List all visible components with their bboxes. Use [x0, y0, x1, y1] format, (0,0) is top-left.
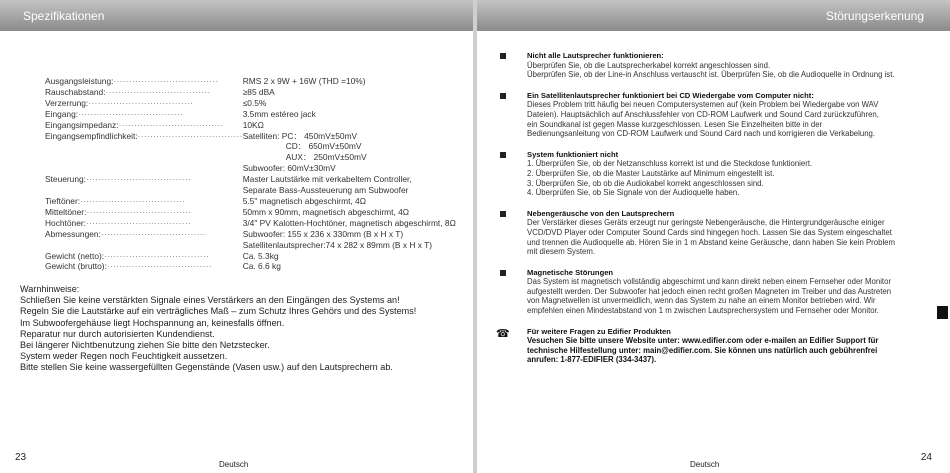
- spec-leader-dots: ··································: [88, 97, 194, 108]
- trouble-title: System funktioniert nicht: [527, 149, 619, 159]
- spec-value: Ca. 5.3kg: [242, 250, 279, 261]
- spec-row: [45, 120, 456, 131]
- spec-leader-dots: ··································: [80, 195, 186, 206]
- trouble-line: Bedienungsanleitung von CD-ROM Laufwerk und Sound Card nach und korrigieren die Verkabelung.: [527, 129, 876, 139]
- spec-label-cell: [45, 98, 243, 109]
- bullet-square-icon: [500, 270, 506, 276]
- right-header-bar: [477, 0, 950, 31]
- trouble-line: aufgestellt werden. Der Subwoofer hat jedoch einen recht großen Magneten im Treiber und das Austreten: [527, 286, 892, 296]
- spec-label: Steuerung:: [45, 174, 86, 185]
- trouble-section: [500, 51, 930, 80]
- right-language-label: Deutsch: [690, 460, 720, 469]
- bullet-square-icon: [500, 211, 506, 217]
- left-header-bar: [0, 0, 473, 31]
- bullet-square-icon: [500, 152, 506, 158]
- spec-leader-dots: ··································: [104, 250, 210, 261]
- warning-line: Bitte stellen Sie keine wassergefüllten Gegenstände (Vasen usw.) auf den Lautsprechern ab.: [20, 362, 393, 373]
- spec-label: Tieftöner:: [45, 195, 81, 206]
- trouble-line: Das System ist magnetisch vollständig abgeschirmt und kann direkt neben einem Fernseher oder Monitor: [527, 277, 892, 287]
- spec-label: Ausgangsleistung:: [45, 76, 114, 86]
- trouble-line: Dieses Problem tritt häufig bei neuen Computersystemen auf (kein Problem bei Wiedergabe von WAV: [527, 100, 879, 110]
- spec-label-cell: [45, 261, 243, 272]
- spec-value: RMS 2 x 9W + 16W (THD =10%): [242, 76, 366, 86]
- trouble-line: 4. Überprüfen Sie, ob Sie Signale von der Audioquelle haben.: [527, 188, 740, 198]
- spec-value: Satellitenlautsprecher:74 x 282 x 89mm (B x H x T): [242, 239, 432, 250]
- contact-line: anrufen: 1-877-EDIFIER (334-3437).: [527, 355, 657, 365]
- spec-value: Satelliten: PC： 450mV±50mV: [242, 130, 358, 141]
- spec-label-cell: [45, 251, 243, 262]
- spec-label: Mitteltöner:: [45, 206, 87, 217]
- spec-value: 10KΩ: [242, 119, 264, 130]
- spec-value: Separate Bass-Aussteuerung am Subwoofer: [242, 185, 409, 196]
- spec-value: CD： 650mV±50mV: [285, 141, 362, 152]
- spec-label-cell: [45, 109, 243, 120]
- trouble-line: VCD/DVD Player oder Computer Sound Cards sind hingegen hoch. Lassen Sie das System eingeschaltet: [527, 227, 892, 237]
- spec-row: [45, 240, 456, 251]
- trouble-line: Dateien). Hauptsächlich auf Anschlussfehler von CD-ROM Laufwerk und Sound Card zurückzuführen,: [527, 109, 879, 119]
- spec-row: [45, 185, 456, 196]
- spec-row: [45, 87, 456, 98]
- telephone-icon: ☎: [496, 327, 510, 340]
- spec-label: Hochtöner:: [45, 217, 86, 228]
- trouble-line: 3. Überprüfen Sie, ob ob die Audiokabel korrekt angeschlossen sind.: [527, 178, 764, 188]
- trouble-section: [500, 150, 930, 198]
- trouble-line: ein Soundkanal ist gegen Masse kurzgeschlossen. Lesen Sie Einzelheiten bitte in der: [527, 119, 823, 129]
- spec-label-cell: [45, 229, 243, 240]
- trouble-body: [527, 159, 930, 197]
- right-page-number: 24: [920, 452, 932, 463]
- spec-row: [45, 196, 456, 207]
- warning-line: Regeln Sie die Lautstärke auf ein verträgliches Maß – zum Schutz Ihres Gehörs und des Systems!: [20, 306, 417, 317]
- section-tab-marker: [937, 306, 948, 319]
- trouble-body: [527, 218, 930, 256]
- spec-label: Eingangsempfindlichkeit:: [45, 130, 138, 141]
- trouble-section: [500, 268, 930, 316]
- specifications-table: [45, 76, 456, 272]
- spec-label-cell: [45, 163, 243, 174]
- spec-row: [45, 174, 456, 185]
- spec-label-cell: [45, 152, 243, 163]
- trouble-line: Überprüfen Sie, ob der Line-in Anschluss vertauscht ist. Überprüfen Sie, ob die Audioquelle in Ordnung ist.: [527, 70, 895, 80]
- spec-leader-dots: ··································: [85, 217, 191, 228]
- spec-leader-dots: ··································: [105, 86, 211, 97]
- warning-notes: [20, 284, 465, 374]
- spec-value: Ca. 6.6 kg: [242, 261, 281, 272]
- spec-label: Eingang:: [45, 108, 79, 119]
- spec-leader-dots: ··································: [86, 206, 192, 217]
- spec-label: Gewicht (netto):: [45, 250, 105, 261]
- spec-label-cell: [45, 218, 243, 229]
- troubleshooting-list: [496, 51, 930, 371]
- spec-row: [45, 76, 456, 87]
- spec-row: [45, 261, 456, 272]
- bullet-square-icon: [500, 53, 506, 59]
- spec-value: 3.5mm estéreo jack: [242, 108, 316, 119]
- trouble-line: Der Verstärker dieses Geräts erzeugt nur geringste Nebengeräusche, die Hintergrundgeräusche einiger: [527, 218, 885, 228]
- trouble-line: 2. Überprüfen Sie, ob die Master Lautstärke auf Minimum eingestellt ist.: [527, 168, 775, 178]
- left-header-title: Spezifikationen: [23, 9, 105, 23]
- spec-label-cell: [45, 185, 243, 196]
- spec-label: Gewicht (brutto):: [45, 261, 107, 272]
- spec-label-cell: [45, 76, 243, 87]
- trouble-line: mit diesem System.: [527, 247, 596, 257]
- trouble-body: [527, 277, 930, 315]
- spec-value: 5.5" magnetisch abgeschirmt, 4Ω: [242, 195, 366, 206]
- warning-heading: Warnhinweise:: [20, 284, 80, 294]
- spec-leader-dots: ··································: [113, 76, 219, 86]
- spec-row: [45, 218, 456, 229]
- right-header-title: Störungserkenung: [825, 9, 924, 23]
- spec-row: [45, 109, 456, 120]
- spec-label-cell: [45, 174, 243, 185]
- warning-line: Reparatur nur durch autorisierten Kundendienst.: [20, 328, 215, 339]
- spec-label: Abmessungen:: [45, 228, 101, 239]
- spec-leader-dots: ··································: [137, 130, 243, 141]
- spec-value: Subwoofer: 60mV±30mV: [242, 163, 336, 174]
- contact-title: Für weitere Fragen zu Edifier Produkten: [527, 326, 671, 336]
- trouble-line: und trennen die Audioquelle ab. Hören Sie in 1 m Abstand keine Geräusche, dann haben Sie kein Problem: [527, 237, 896, 247]
- right-page: [477, 0, 950, 473]
- spec-row: [45, 229, 456, 240]
- spec-label: Rauschabstand:: [45, 86, 106, 97]
- contact-section: [496, 326, 930, 365]
- spec-row: [45, 163, 456, 174]
- spec-label-cell: [45, 240, 243, 251]
- bullet-square-icon: [500, 93, 506, 99]
- spec-label-cell: [45, 87, 243, 98]
- spec-label-cell: [45, 207, 243, 218]
- spec-label-cell: [45, 120, 243, 131]
- trouble-title: Nebengeräusche von den Lautsprechern: [527, 208, 675, 218]
- warning-line: System weder Regen noch Feuchtigkeit aussetzen.: [20, 351, 228, 362]
- trouble-title: Magnetische Störungen: [527, 267, 614, 277]
- trouble-line: 1. Überprüfen Sie, ob der Netzanschluss korrekt ist und die Steckdose funktioniert.: [527, 159, 813, 169]
- spec-label-cell: [45, 196, 243, 207]
- spec-row: [45, 98, 456, 109]
- spec-value: ≥85 dBA: [242, 86, 275, 97]
- spec-value: 3/4" PV Kalotten-Hochtöner, magnetisch abgeschirmt, 8Ω: [242, 217, 456, 228]
- spec-row: [45, 131, 456, 142]
- spec-label-cell: [45, 131, 243, 142]
- spec-label: Verzerrung:: [45, 97, 89, 108]
- spec-leader-dots: ··································: [78, 108, 184, 119]
- spec-row: [45, 251, 456, 262]
- trouble-title: Ein Satellitenlautsprecher funktioniert bei CD Wiedergabe vom Computer nicht:: [527, 90, 814, 100]
- spec-value: Master Lautstärke mit verkabeltem Controller,: [242, 174, 412, 185]
- spec-row: [45, 152, 456, 163]
- spec-label-cell: [45, 141, 243, 152]
- spec-leader-dots: ··································: [118, 119, 224, 130]
- spec-value: AUX： 250mV±50mV: [285, 152, 367, 163]
- trouble-line: von Magnetwellen ist unvermeidlich, wenn das System zu nahe an einem Monitor betrieben wird. Wir: [527, 296, 876, 306]
- warning-line: Bei längerer Nichtbenutzung ziehen Sie bitte den Netzstecker.: [20, 340, 270, 351]
- left-page-number: 23: [15, 452, 27, 463]
- left-page: [0, 0, 473, 473]
- trouble-body: [527, 61, 930, 80]
- trouble-section: [500, 209, 930, 257]
- spec-value: 50mm x 90mm, magnetisch abgeschirmt, 4Ω: [242, 206, 410, 217]
- warning-line: Im Subwoofergehäuse liegt Hochspannung an, keinesfalls öffnen.: [20, 317, 285, 328]
- spec-leader-dots: ··································: [106, 261, 212, 272]
- spec-leader-dots: ··································: [100, 228, 206, 239]
- left-language-label: Deutsch: [219, 460, 249, 469]
- spec-value: ≤0.5%: [242, 97, 267, 108]
- spec-row: [45, 141, 456, 152]
- trouble-line: Überprüfen Sie, ob die Lautsprecherkabel korrekt angeschlossen sind.: [527, 60, 771, 70]
- trouble-title: Nicht alle Lautsprecher funktionieren:: [527, 51, 664, 60]
- spec-leader-dots: ··································: [85, 174, 192, 185]
- contact-line: technische Hilfestellung unter: main@edifier.com. Sie können uns natürlich auch gebührenfrei: [527, 345, 878, 355]
- trouble-body: [527, 100, 930, 138]
- spec-value: Subwoofer: 155 x 236 x 330mm (B x H x T): [242, 228, 404, 239]
- warning-line: Schließen Sie keine verstärkten Signale eines Verstärkers an den Eingängen des Systems an!: [20, 295, 400, 306]
- contact-line: Vesuchen Sie bitte unsere Website unter: www.edifier.com oder e-mailen an Edifier Support für: [527, 336, 879, 346]
- spec-row: [45, 207, 456, 218]
- spec-label: Eingangsimpedanz:: [45, 119, 119, 130]
- trouble-section: [500, 91, 930, 139]
- trouble-line: empfehlen einen Mindestabstand von 1 m zwischen Lautsprechersystem und Fernseher oder Monitor.: [527, 306, 879, 316]
